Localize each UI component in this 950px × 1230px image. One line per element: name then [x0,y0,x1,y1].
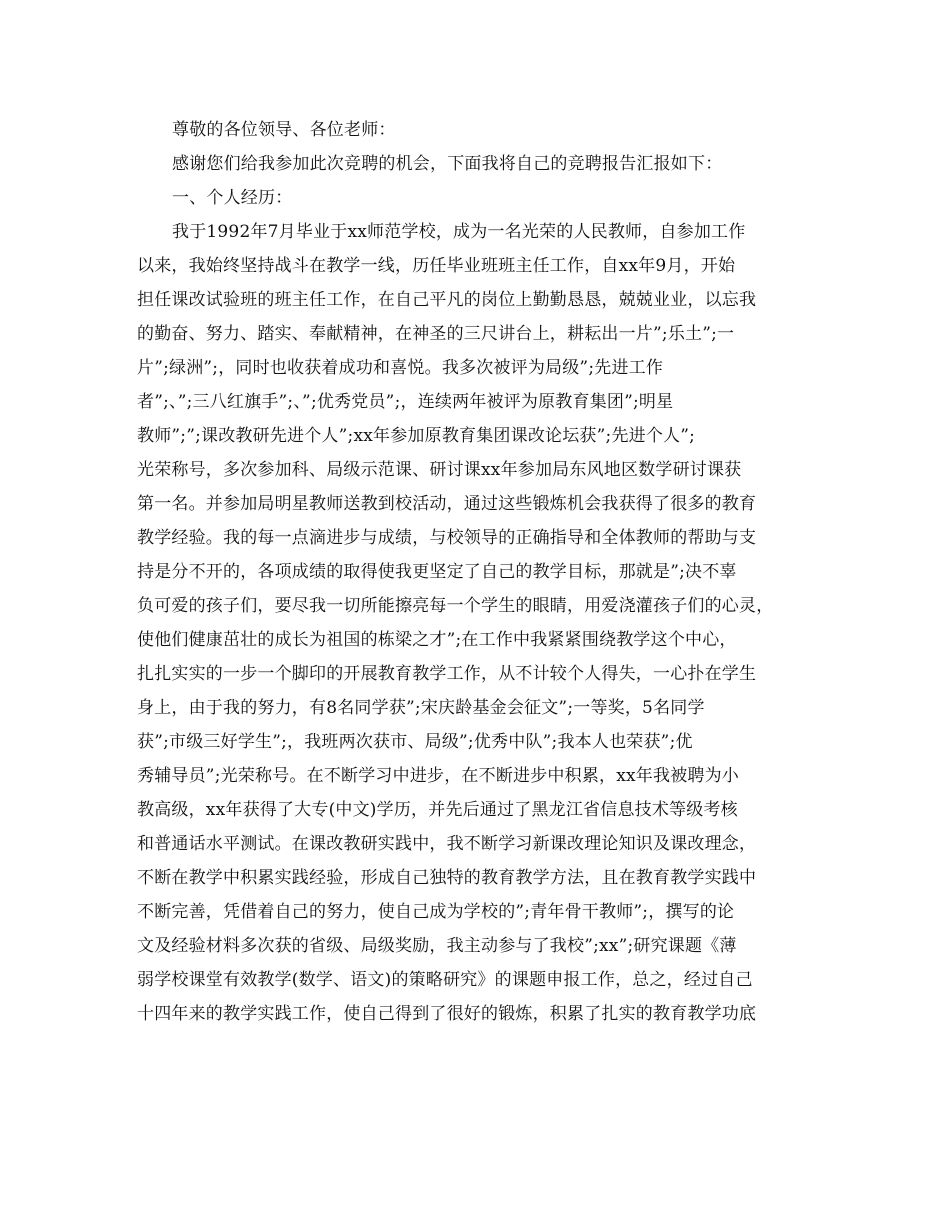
paragraph-line: 教高级，xx年获得了大专(中文)学历，并先后通过了黑龙江省信息技术等级考核 [137,800,738,820]
paragraph-line: 以来，我始终坚持战斗在教学一线，历任毕业班班主任工作，自xx年9月，开始 [137,256,736,276]
paragraph-line: 片”;绿洲”;，同时也收获着成功和喜悦。我多次被评为局级”;先进工作 [137,358,664,378]
salutation: 尊敬的各位领导、各位老师： [172,120,396,140]
paragraph-line: 教学经验。我的每一点滴进步与成绩，与校领导的正确指导和全体教师的帮助与支 [137,528,757,548]
paragraph-line: 扎扎实实的一步一个脚印的开展教育教学工作，从不计较个人得失，一心扑在学生 [137,664,757,684]
paragraph-line: 和普通话水平测试。在课改教研实践中，我不断学习新课改理论知识及课改理念， [137,834,757,854]
paragraph-line: 文及经验材料多次获的省级、局级奖励，我主动参与了我校”;xx”;研究课题《薄 [137,936,737,956]
paragraph-line: 不断完善，凭借着自己的努力，使自己成为学校的”;青年骨干教师”;，撰写的论 [137,902,735,922]
paragraph-line: 负可爱的孩子们，要尽我一切所能擦亮每一个学生的眼睛，用爱浇灌孩子们的心灵， [137,596,774,616]
section-heading: 一、个人经历： [172,188,293,208]
intro-text: 感谢您们给我参加此次竞聘的机会，下面我将自己的竞聘报告汇报如下： [172,154,723,174]
paragraph-line: 不断在教学中积累实践经验，形成自己独特的教育教学方法，且在教育教学实践中 [137,868,757,888]
paragraph-line: 的勤奋、努力、踏实、奉献精神，在神圣的三尺讲台上，耕耘出一片”;乐土”;一 [137,324,735,344]
paragraph-line: 者”;、”;三八红旗手”;、”;优秀党员”;，连续两年被评为原教育集团”;明星 [137,392,674,412]
paragraph-line: 弱学校课堂有效教学(数学、语文)的策略研究》的课题申报工作，总之，经过自己 [137,970,753,990]
paragraph-line: 使他们健康茁壮的成长为祖国的栋梁之才”;在工作中我紧紧围绕教学这个中心， [137,630,737,650]
paragraph-line: 获”;市级三好学生”;，我班两次获市、局级”;优秀中队”;我本人也荣获”;优 [137,732,693,752]
paragraph-line: 光荣称号，多次参加科、局级示范课、研讨课xx年参加局东风地区数学研讨课获 [137,460,742,480]
paragraph-line: 持是分不开的，各项成绩的取得使我更坚定了自己的教学目标，那就是”;决不辜 [137,562,737,582]
paragraph-line: 十四年来的教学实践工作，使自己得到了很好的锻炼，积累了扎实的教育教学功底 [137,1004,757,1024]
paragraph-line: 我于1992年7月毕业于xx师范学校，成为一名光荣的人民教师，自参加工作 [172,222,746,242]
paragraph-line: 教师”;”;课改教研先进个人”;xx年参加原教育集团课改论坛获”;先进个人”; [137,426,696,446]
paragraph-line: 担任课改试验班的班主任工作，在自己平凡的岗位上勤勤恳恳，兢兢业业，以忘我 [137,290,757,310]
paragraph-line: 身上，由于我的努力，有8名同学获”;宋庆龄基金会征文”;一等奖，5名同学 [137,698,705,718]
paragraph-line: 第一名。并参加局明星教师送教到校活动，通过这些锻炼机会我获得了很多的教育 [137,494,757,514]
paragraph-line: 秀辅导员”;光荣称号。在不断学习中进步，在不断进步中积累，xx年我被聘为小 [137,766,739,786]
